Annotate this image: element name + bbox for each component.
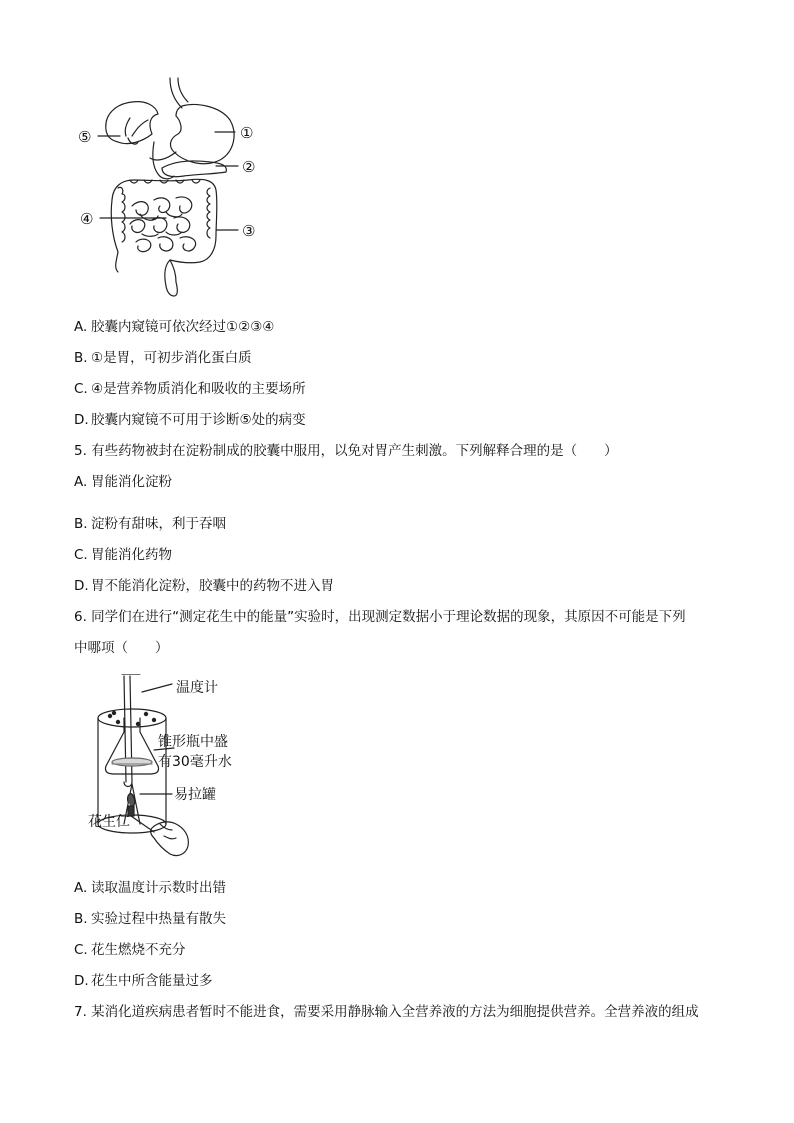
option-text: 淀粉有甜味，利于吞咽 [91, 516, 226, 532]
option-text: 胶囊内窥镜可依次经过①②③④ [91, 319, 275, 335]
option-letter: D. [74, 578, 89, 594]
option-letter: C. [74, 942, 88, 958]
q5-option-a [74, 472, 172, 492]
peanut-energy-figure [84, 674, 254, 864]
can-label: 易拉罐 [174, 787, 216, 803]
thermometer-label: 温度计 [176, 680, 218, 696]
option-letter: B. [74, 911, 88, 927]
thermometer-shape [122, 674, 140, 787]
option-letter: D. [74, 412, 89, 428]
q4-option-b [74, 348, 252, 368]
thermometer-leader [142, 684, 172, 692]
q6-option-c [74, 940, 186, 960]
option-text: 实验过程中热量有散失 [91, 911, 226, 927]
option-letter: C. [74, 547, 88, 563]
esophagus [170, 78, 188, 108]
q5-option-c [74, 545, 172, 565]
q6-option-a [74, 878, 226, 898]
q6-option-b [74, 909, 226, 929]
q7-stem: 7. 某消化道疾病患者暂时不能进食，需要采用静脉输入全营养液的方法为细胞提供营养。全营养液的组成 [74, 1004, 699, 1020]
q5-option-b [74, 514, 226, 534]
stomach [171, 105, 235, 164]
option-text: 花生燃烧不充分 [91, 942, 186, 958]
option-letter: A. [74, 319, 88, 335]
q5-option-d [74, 576, 334, 596]
option-text: 胃能消化药物 [91, 547, 172, 563]
option-text: 花生中所含能量过多 [91, 973, 213, 989]
flask-label-line2: 有30毫升水 [158, 754, 232, 770]
label-5: ⑤ [78, 128, 92, 146]
flask-label-line1: 锥形瓶中盛 [158, 734, 228, 750]
q6-stem-line1: 6. 同学们在进行“测定花生中的能量”实验时，出现测定数据小于理论数据的现象，其原因不可能是下列 [74, 609, 686, 625]
q6-stem-line2: 中哪项（ ） [74, 640, 169, 656]
option-letter: A. [74, 880, 88, 896]
label-1: ① [240, 124, 254, 142]
peanut-label: 花生仁 [88, 814, 130, 830]
option-letter: B. [74, 350, 88, 366]
option-letter: B. [74, 516, 88, 532]
option-letter: C. [74, 381, 88, 397]
liver [106, 102, 158, 144]
pancreas [162, 161, 226, 177]
digestive-system-figure [70, 76, 270, 304]
small-intestine [130, 197, 196, 252]
q6-option-d [74, 971, 213, 991]
can-top [98, 709, 166, 727]
option-letter: A. [74, 474, 88, 490]
q5-stem: 5. 有些药物被封在淀粉制成的胶囊中服用，以免对胃产生刺激。下列解释合理的是（ ） [74, 443, 618, 459]
label-2: ② [242, 158, 256, 176]
option-text: 读取温度计示数时出错 [91, 880, 226, 896]
option-letter: D. [74, 973, 89, 989]
option-text: 胃不能消化淀粉，胶囊中的药物不进入胃 [91, 578, 334, 594]
q4-option-d [74, 410, 306, 430]
option-text: ④是营养物质消化和吸收的主要场所 [91, 381, 306, 397]
option-text: 胶囊内窥镜不可用于诊断⑤处的病变 [91, 412, 306, 428]
label-3: ③ [242, 222, 256, 240]
label-4: ④ [80, 210, 94, 228]
q4-option-a [74, 317, 274, 337]
option-text: ①是胃，可初步消化蛋白质 [91, 350, 252, 366]
q4-option-c [74, 379, 306, 399]
option-text: 胃能消化淀粉 [91, 474, 172, 490]
